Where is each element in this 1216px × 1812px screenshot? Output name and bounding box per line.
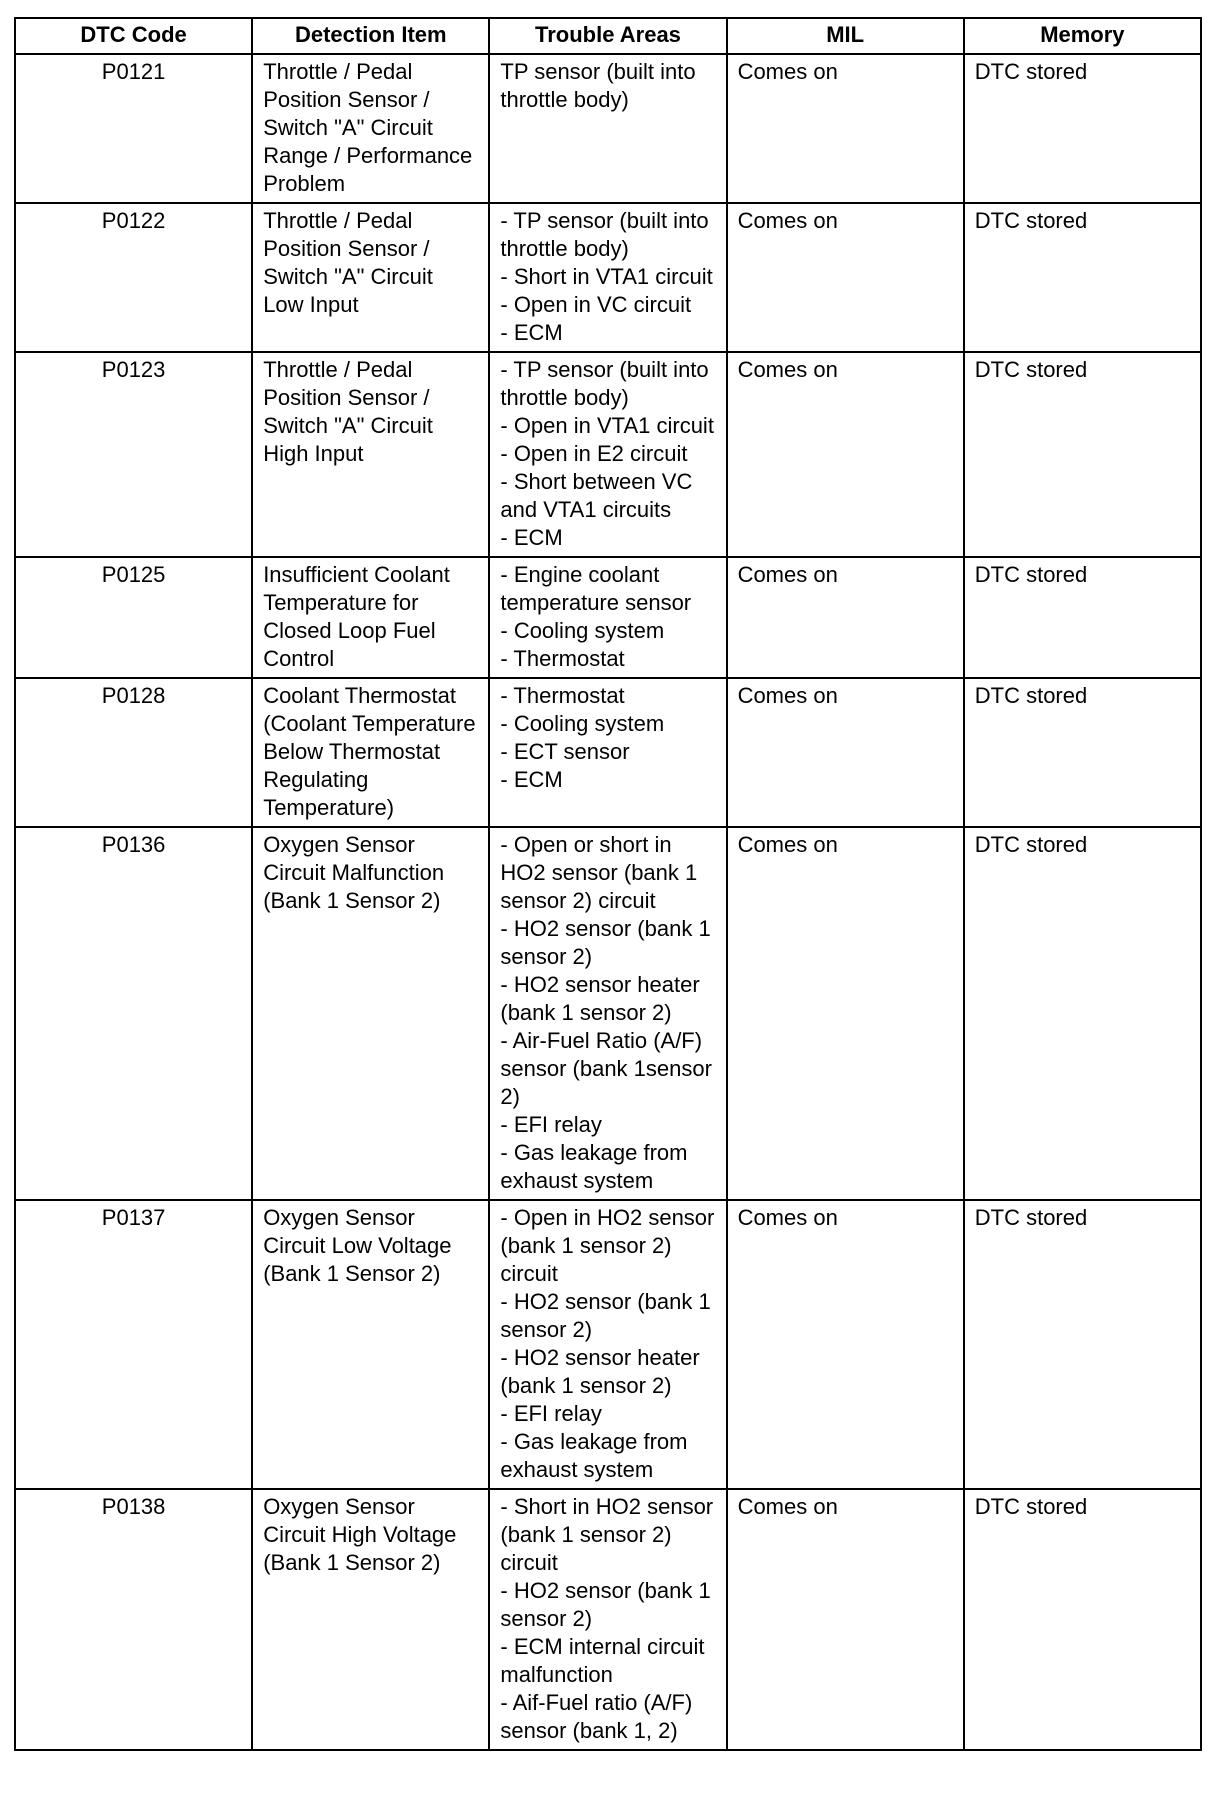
detection-item-cell: Oxygen Sensor Circuit High Voltage (Bank 1 Sensor 2)	[252, 1489, 489, 1750]
table-header	[15, 18, 1201, 54]
trouble-area-item: - HO2 sensor (bank 1 sensor 2)	[500, 916, 711, 969]
trouble-areas-cell	[489, 557, 726, 678]
trouble-area-item: - EFI relay	[500, 1401, 602, 1426]
trouble-area-item: - Open in VC circuit	[500, 292, 692, 317]
header-detection-item: Detection Item	[252, 18, 489, 54]
trouble-area-item: - Short between VC and VTA1 circuits	[500, 469, 693, 522]
dtc-code-cell: P0122	[15, 203, 252, 352]
trouble-area-item: - Open or short in HO2 sensor (bank 1 sensor 2) circuit	[500, 832, 698, 913]
dtc-code-cell: P0137	[15, 1200, 252, 1489]
memory-cell: DTC stored	[964, 352, 1201, 557]
header-row	[15, 18, 1201, 54]
trouble-area-item: - TP sensor (built into throttle body)	[500, 208, 709, 261]
header-trouble-areas: Trouble Areas	[489, 18, 726, 54]
trouble-area-item: - Thermostat	[500, 683, 625, 708]
dtc-code-cell: P0121	[15, 54, 252, 203]
dtc-code-cell: P0128	[15, 678, 252, 827]
dtc-code-cell: P0136	[15, 827, 252, 1200]
memory-cell: DTC stored	[964, 827, 1201, 1200]
mil-cell: Comes on	[727, 557, 964, 678]
detection-item-cell: Throttle / Pedal Position Sensor / Switch "A" Circuit Range / Performance Problem	[252, 54, 489, 203]
memory-cell: DTC stored	[964, 1489, 1201, 1750]
detection-item-cell: Throttle / Pedal Position Sensor / Switch "A" Circuit High Input	[252, 352, 489, 557]
memory-cell: DTC stored	[964, 1200, 1201, 1489]
trouble-area-item: - Engine coolant temperature sensor	[500, 562, 692, 615]
table-row	[15, 1489, 1201, 1750]
header-memory: Memory	[964, 18, 1201, 54]
trouble-areas-cell	[489, 827, 726, 1200]
memory-cell: DTC stored	[964, 54, 1201, 203]
dtc-table	[14, 17, 1202, 1751]
table-row	[15, 557, 1201, 678]
detection-item-cell: Throttle / Pedal Position Sensor / Switch "A" Circuit Low Input	[252, 203, 489, 352]
trouble-area-item: - Open in HO2 sensor (bank 1 sensor 2) circuit	[500, 1205, 715, 1286]
table-row	[15, 203, 1201, 352]
trouble-area-item: - ECM internal circuit malfunction	[500, 1634, 705, 1687]
header-dtc-code: DTC Code	[15, 18, 252, 54]
memory-cell: DTC stored	[964, 203, 1201, 352]
trouble-areas-cell	[489, 1200, 726, 1489]
trouble-area-item: - ECM	[500, 525, 563, 550]
trouble-area-item: - HO2 sensor (bank 1 sensor 2)	[500, 1578, 711, 1631]
trouble-area-item: - Cooling system	[500, 711, 665, 736]
trouble-area-item: - ECM	[500, 767, 563, 792]
mil-cell: Comes on	[727, 678, 964, 827]
mil-cell: Comes on	[727, 827, 964, 1200]
trouble-area-item: TP sensor (built into throttle body)	[500, 59, 696, 112]
trouble-area-item: - HO2 sensor heater (bank 1 sensor 2)	[500, 1345, 700, 1398]
trouble-area-item: - Short in VTA1 circuit	[500, 264, 713, 289]
trouble-areas-cell	[489, 678, 726, 827]
trouble-areas-cell	[489, 1489, 726, 1750]
mil-cell: Comes on	[727, 1489, 964, 1750]
trouble-area-item: - Gas leakage from exhaust system	[500, 1140, 688, 1193]
mil-cell: Comes on	[727, 1200, 964, 1489]
trouble-area-item: - TP sensor (built into throttle body)	[500, 357, 709, 410]
trouble-area-item: - ECM	[500, 320, 563, 345]
header-mil: MIL	[727, 18, 964, 54]
mil-cell: Comes on	[727, 352, 964, 557]
table-row	[15, 1200, 1201, 1489]
dtc-code-cell: P0138	[15, 1489, 252, 1750]
trouble-area-item: - Thermostat	[500, 646, 625, 671]
trouble-areas-cell	[489, 203, 726, 352]
mil-cell: Comes on	[727, 54, 964, 203]
trouble-area-item: - Aif-Fuel ratio (A/F) sensor (bank 1, 2)	[500, 1690, 693, 1743]
table-row	[15, 678, 1201, 827]
memory-cell: DTC stored	[964, 678, 1201, 827]
trouble-area-item: - Open in VTA1 circuit	[500, 413, 714, 438]
table-row	[15, 352, 1201, 557]
trouble-areas-cell	[489, 352, 726, 557]
trouble-area-item: - Gas leakage from exhaust system	[500, 1429, 688, 1482]
trouble-area-item: - HO2 sensor (bank 1 sensor 2)	[500, 1289, 711, 1342]
dtc-code-cell: P0123	[15, 352, 252, 557]
trouble-areas-cell	[489, 54, 726, 203]
trouble-area-item: - Open in E2 circuit	[500, 441, 688, 466]
detection-item-cell: Coolant Thermostat (Coolant Temperature Below Thermostat Regulating Temperature)	[252, 678, 489, 827]
table-row	[15, 827, 1201, 1200]
trouble-area-item: - ECT sensor	[500, 739, 630, 764]
detection-item-cell: Oxygen Sensor Circuit Malfunction (Bank 1 Sensor 2)	[252, 827, 489, 1200]
mil-cell: Comes on	[727, 203, 964, 352]
trouble-area-item: - Air-Fuel Ratio (A/F) sensor (bank 1sensor 2)	[500, 1028, 712, 1109]
trouble-area-item: - Short in HO2 sensor (bank 1 sensor 2) circuit	[500, 1494, 714, 1575]
dtc-code-cell: P0125	[15, 557, 252, 678]
trouble-area-item: - Cooling system	[500, 618, 665, 643]
trouble-area-item: - EFI relay	[500, 1112, 602, 1137]
trouble-area-item: - HO2 sensor heater (bank 1 sensor 2)	[500, 972, 700, 1025]
detection-item-cell: Oxygen Sensor Circuit Low Voltage (Bank 1 Sensor 2)	[252, 1200, 489, 1489]
detection-item-cell: Insufficient Coolant Temperature for Closed Loop Fuel Control	[252, 557, 489, 678]
table-row	[15, 54, 1201, 203]
table-body	[15, 54, 1201, 1750]
memory-cell: DTC stored	[964, 557, 1201, 678]
